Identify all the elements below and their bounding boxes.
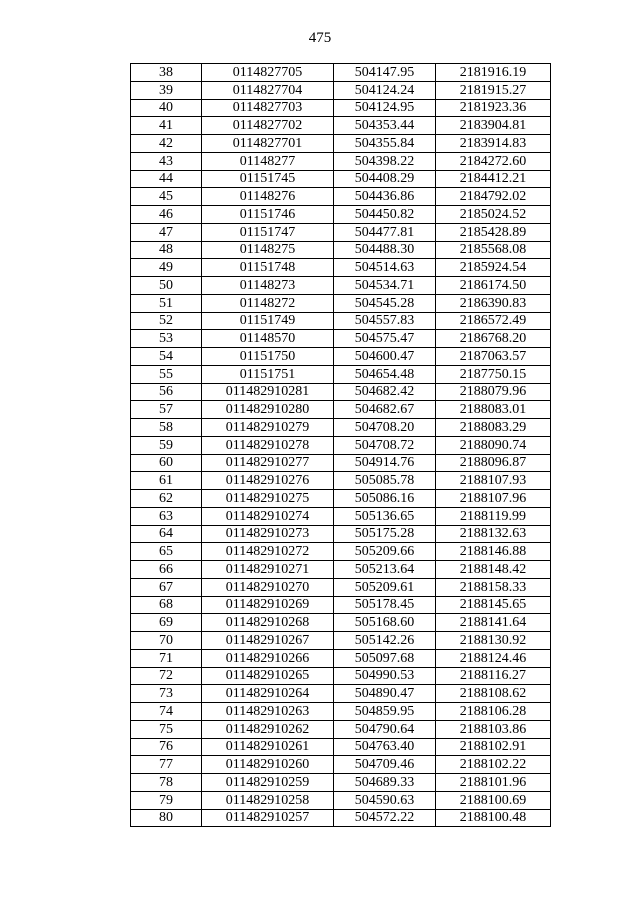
point-number-cell: 78 <box>131 774 202 792</box>
y-coordinate-cell: 2188107.96 <box>436 490 551 508</box>
x-coordinate-cell: 504147.95 <box>334 64 436 82</box>
x-coordinate-cell: 504600.47 <box>334 348 436 366</box>
point-code-cell: 011482910260 <box>202 756 334 774</box>
x-coordinate-cell: 504709.46 <box>334 756 436 774</box>
y-coordinate-cell: 2181915.27 <box>436 81 551 99</box>
y-coordinate-cell: 2186174.50 <box>436 277 551 295</box>
table-row <box>131 223 551 241</box>
y-coordinate-cell: 2183904.81 <box>436 117 551 135</box>
point-number-cell: 69 <box>131 614 202 632</box>
y-coordinate-cell: 2181923.36 <box>436 99 551 117</box>
y-coordinate-cell: 2188102.22 <box>436 756 551 774</box>
point-number-cell: 73 <box>131 685 202 703</box>
point-number-cell: 64 <box>131 525 202 543</box>
point-number-cell: 43 <box>131 152 202 170</box>
point-number-cell: 63 <box>131 507 202 525</box>
y-coordinate-cell: 2188102.91 <box>436 738 551 756</box>
table-row <box>131 170 551 188</box>
point-number-cell: 38 <box>131 64 202 82</box>
point-number-cell: 77 <box>131 756 202 774</box>
y-coordinate-cell: 2184412.21 <box>436 170 551 188</box>
table-row <box>131 81 551 99</box>
table-row <box>131 152 551 170</box>
y-coordinate-cell: 2187750.15 <box>436 365 551 383</box>
point-code-cell: 011482910279 <box>202 419 334 437</box>
x-coordinate-cell: 504488.30 <box>334 241 436 259</box>
point-code-cell: 011482910259 <box>202 774 334 792</box>
x-coordinate-cell: 504790.64 <box>334 720 436 738</box>
point-number-cell: 80 <box>131 809 202 827</box>
x-coordinate-cell: 505209.61 <box>334 578 436 596</box>
point-number-cell: 51 <box>131 294 202 312</box>
y-coordinate-cell: 2188101.96 <box>436 774 551 792</box>
point-code-cell: 01148276 <box>202 188 334 206</box>
point-code-cell: 011482910271 <box>202 561 334 579</box>
x-coordinate-cell: 504990.53 <box>334 667 436 685</box>
point-number-cell: 41 <box>131 117 202 135</box>
table-row <box>131 294 551 312</box>
point-number-cell: 54 <box>131 348 202 366</box>
point-code-cell: 011482910266 <box>202 649 334 667</box>
table-row <box>131 401 551 419</box>
table-row <box>131 348 551 366</box>
point-code-cell: 011482910278 <box>202 436 334 454</box>
point-number-cell: 70 <box>131 632 202 650</box>
x-coordinate-cell: 504763.40 <box>334 738 436 756</box>
y-coordinate-cell: 2188145.65 <box>436 596 551 614</box>
y-coordinate-cell: 2183914.83 <box>436 135 551 153</box>
x-coordinate-cell: 504914.76 <box>334 454 436 472</box>
x-coordinate-cell: 505168.60 <box>334 614 436 632</box>
y-coordinate-cell: 2187063.57 <box>436 348 551 366</box>
point-code-cell: 01151745 <box>202 170 334 188</box>
x-coordinate-cell: 505097.68 <box>334 649 436 667</box>
x-coordinate-cell: 504682.67 <box>334 401 436 419</box>
point-code-cell: 011482910270 <box>202 578 334 596</box>
table-row <box>131 685 551 703</box>
y-coordinate-cell: 2185024.52 <box>436 206 551 224</box>
y-coordinate-cell: 2188108.62 <box>436 685 551 703</box>
point-code-cell: 01151746 <box>202 206 334 224</box>
y-coordinate-cell: 2188100.48 <box>436 809 551 827</box>
point-code-cell: 011482910265 <box>202 667 334 685</box>
point-code-cell: 01148273 <box>202 277 334 295</box>
point-code-cell: 01151749 <box>202 312 334 330</box>
point-number-cell: 46 <box>131 206 202 224</box>
point-code-cell: 01148570 <box>202 330 334 348</box>
point-number-cell: 66 <box>131 561 202 579</box>
point-number-cell: 42 <box>131 135 202 153</box>
point-number-cell: 65 <box>131 543 202 561</box>
point-code-cell: 011482910258 <box>202 791 334 809</box>
point-number-cell: 60 <box>131 454 202 472</box>
point-number-cell: 56 <box>131 383 202 401</box>
coordinate-table-body <box>131 64 551 827</box>
x-coordinate-cell: 504124.24 <box>334 81 436 99</box>
table-row <box>131 809 551 827</box>
x-coordinate-cell: 504514.63 <box>334 259 436 277</box>
y-coordinate-cell: 2186768.20 <box>436 330 551 348</box>
y-coordinate-cell: 2188100.69 <box>436 791 551 809</box>
point-number-cell: 76 <box>131 738 202 756</box>
point-number-cell: 39 <box>131 81 202 99</box>
point-number-cell: 57 <box>131 401 202 419</box>
x-coordinate-cell: 504436.86 <box>334 188 436 206</box>
table-row <box>131 738 551 756</box>
point-number-cell: 44 <box>131 170 202 188</box>
x-coordinate-cell: 504477.81 <box>334 223 436 241</box>
table-row <box>131 259 551 277</box>
x-coordinate-cell: 505209.66 <box>334 543 436 561</box>
page-number: 475 <box>308 30 332 46</box>
x-coordinate-cell: 504545.28 <box>334 294 436 312</box>
table-row <box>131 720 551 738</box>
x-coordinate-cell: 504590.63 <box>334 791 436 809</box>
table-row <box>131 99 551 117</box>
x-coordinate-cell: 504355.84 <box>334 135 436 153</box>
y-coordinate-cell: 2186390.83 <box>436 294 551 312</box>
y-coordinate-cell: 2188116.27 <box>436 667 551 685</box>
y-coordinate-cell: 2188079.96 <box>436 383 551 401</box>
x-coordinate-cell: 504124.95 <box>334 99 436 117</box>
point-number-cell: 40 <box>131 99 202 117</box>
coordinate-table <box>130 63 551 827</box>
point-number-cell: 55 <box>131 365 202 383</box>
table-row <box>131 277 551 295</box>
y-coordinate-cell: 2188148.42 <box>436 561 551 579</box>
point-code-cell: 011482910273 <box>202 525 334 543</box>
point-number-cell: 52 <box>131 312 202 330</box>
point-code-cell: 011482910274 <box>202 507 334 525</box>
x-coordinate-cell: 504450.82 <box>334 206 436 224</box>
coordinate-table-container <box>130 63 550 827</box>
point-code-cell: 01148277 <box>202 152 334 170</box>
x-coordinate-cell: 505086.16 <box>334 490 436 508</box>
table-row <box>131 667 551 685</box>
table-row <box>131 135 551 153</box>
y-coordinate-cell: 2185428.89 <box>436 223 551 241</box>
point-number-cell: 50 <box>131 277 202 295</box>
point-number-cell: 75 <box>131 720 202 738</box>
x-coordinate-cell: 505136.65 <box>334 507 436 525</box>
y-coordinate-cell: 2188119.99 <box>436 507 551 525</box>
point-code-cell: 011482910261 <box>202 738 334 756</box>
point-code-cell: 011482910277 <box>202 454 334 472</box>
point-code-cell: 011482910276 <box>202 472 334 490</box>
table-row <box>131 117 551 135</box>
table-row <box>131 525 551 543</box>
point-number-cell: 47 <box>131 223 202 241</box>
point-number-cell: 49 <box>131 259 202 277</box>
x-coordinate-cell: 505142.26 <box>334 632 436 650</box>
point-code-cell: 01151750 <box>202 348 334 366</box>
x-coordinate-cell: 504708.20 <box>334 419 436 437</box>
y-coordinate-cell: 2188106.28 <box>436 703 551 721</box>
x-coordinate-cell: 504859.95 <box>334 703 436 721</box>
table-row <box>131 472 551 490</box>
table-row <box>131 490 551 508</box>
point-number-cell: 58 <box>131 419 202 437</box>
point-code-cell: 01148272 <box>202 294 334 312</box>
point-number-cell: 71 <box>131 649 202 667</box>
table-row <box>131 330 551 348</box>
point-code-cell: 0114827702 <box>202 117 334 135</box>
point-code-cell: 011482910262 <box>202 720 334 738</box>
y-coordinate-cell: 2188103.86 <box>436 720 551 738</box>
table-row <box>131 365 551 383</box>
table-row <box>131 241 551 259</box>
y-coordinate-cell: 2184272.60 <box>436 152 551 170</box>
point-code-cell: 011482910280 <box>202 401 334 419</box>
y-coordinate-cell: 2188096.87 <box>436 454 551 472</box>
point-code-cell: 01151747 <box>202 223 334 241</box>
point-code-cell: 011482910268 <box>202 614 334 632</box>
x-coordinate-cell: 504689.33 <box>334 774 436 792</box>
point-code-cell: 01151748 <box>202 259 334 277</box>
table-row <box>131 454 551 472</box>
x-coordinate-cell: 504575.47 <box>334 330 436 348</box>
x-coordinate-cell: 504398.22 <box>334 152 436 170</box>
point-number-cell: 79 <box>131 791 202 809</box>
table-row <box>131 64 551 82</box>
y-coordinate-cell: 2188141.64 <box>436 614 551 632</box>
point-number-cell: 62 <box>131 490 202 508</box>
point-number-cell: 72 <box>131 667 202 685</box>
table-row <box>131 756 551 774</box>
point-number-cell: 67 <box>131 578 202 596</box>
y-coordinate-cell: 2188083.01 <box>436 401 551 419</box>
table-row <box>131 596 551 614</box>
x-coordinate-cell: 504408.29 <box>334 170 436 188</box>
point-code-cell: 01151751 <box>202 365 334 383</box>
y-coordinate-cell: 2181916.19 <box>436 64 551 82</box>
x-coordinate-cell: 504890.47 <box>334 685 436 703</box>
x-coordinate-cell: 504708.72 <box>334 436 436 454</box>
y-coordinate-cell: 2188083.29 <box>436 419 551 437</box>
x-coordinate-cell: 505213.64 <box>334 561 436 579</box>
table-row <box>131 774 551 792</box>
table-row <box>131 383 551 401</box>
x-coordinate-cell: 504654.48 <box>334 365 436 383</box>
point-number-cell: 45 <box>131 188 202 206</box>
y-coordinate-cell: 2188090.74 <box>436 436 551 454</box>
point-number-cell: 74 <box>131 703 202 721</box>
table-row <box>131 703 551 721</box>
point-number-cell: 59 <box>131 436 202 454</box>
table-row <box>131 188 551 206</box>
point-code-cell: 011482910257 <box>202 809 334 827</box>
table-row <box>131 791 551 809</box>
y-coordinate-cell: 2188107.93 <box>436 472 551 490</box>
y-coordinate-cell: 2186572.49 <box>436 312 551 330</box>
table-row <box>131 578 551 596</box>
point-code-cell: 01148275 <box>202 241 334 259</box>
point-number-cell: 61 <box>131 472 202 490</box>
x-coordinate-cell: 504534.71 <box>334 277 436 295</box>
point-code-cell: 011482910263 <box>202 703 334 721</box>
table-row <box>131 436 551 454</box>
y-coordinate-cell: 2185568.08 <box>436 241 551 259</box>
table-row <box>131 507 551 525</box>
table-row <box>131 614 551 632</box>
point-code-cell: 0114827701 <box>202 135 334 153</box>
table-row <box>131 561 551 579</box>
table-row <box>131 312 551 330</box>
point-code-cell: 0114827705 <box>202 64 334 82</box>
table-row <box>131 543 551 561</box>
point-code-cell: 0114827703 <box>202 99 334 117</box>
point-code-cell: 011482910264 <box>202 685 334 703</box>
x-coordinate-cell: 504353.44 <box>334 117 436 135</box>
x-coordinate-cell: 505178.45 <box>334 596 436 614</box>
y-coordinate-cell: 2188158.33 <box>436 578 551 596</box>
table-row <box>131 649 551 667</box>
x-coordinate-cell: 504572.22 <box>334 809 436 827</box>
y-coordinate-cell: 2184792.02 <box>436 188 551 206</box>
y-coordinate-cell: 2185924.54 <box>436 259 551 277</box>
x-coordinate-cell: 505175.28 <box>334 525 436 543</box>
y-coordinate-cell: 2188130.92 <box>436 632 551 650</box>
point-number-cell: 68 <box>131 596 202 614</box>
y-coordinate-cell: 2188124.46 <box>436 649 551 667</box>
y-coordinate-cell: 2188132.63 <box>436 525 551 543</box>
point-number-cell: 53 <box>131 330 202 348</box>
point-code-cell: 011482910269 <box>202 596 334 614</box>
table-row <box>131 419 551 437</box>
point-code-cell: 011482910267 <box>202 632 334 650</box>
point-code-cell: 011482910272 <box>202 543 334 561</box>
point-code-cell: 011482910281 <box>202 383 334 401</box>
x-coordinate-cell: 505085.78 <box>334 472 436 490</box>
point-number-cell: 48 <box>131 241 202 259</box>
y-coordinate-cell: 2188146.88 <box>436 543 551 561</box>
x-coordinate-cell: 504682.42 <box>334 383 436 401</box>
point-code-cell: 0114827704 <box>202 81 334 99</box>
point-code-cell: 011482910275 <box>202 490 334 508</box>
x-coordinate-cell: 504557.83 <box>334 312 436 330</box>
table-row <box>131 206 551 224</box>
table-row <box>131 632 551 650</box>
